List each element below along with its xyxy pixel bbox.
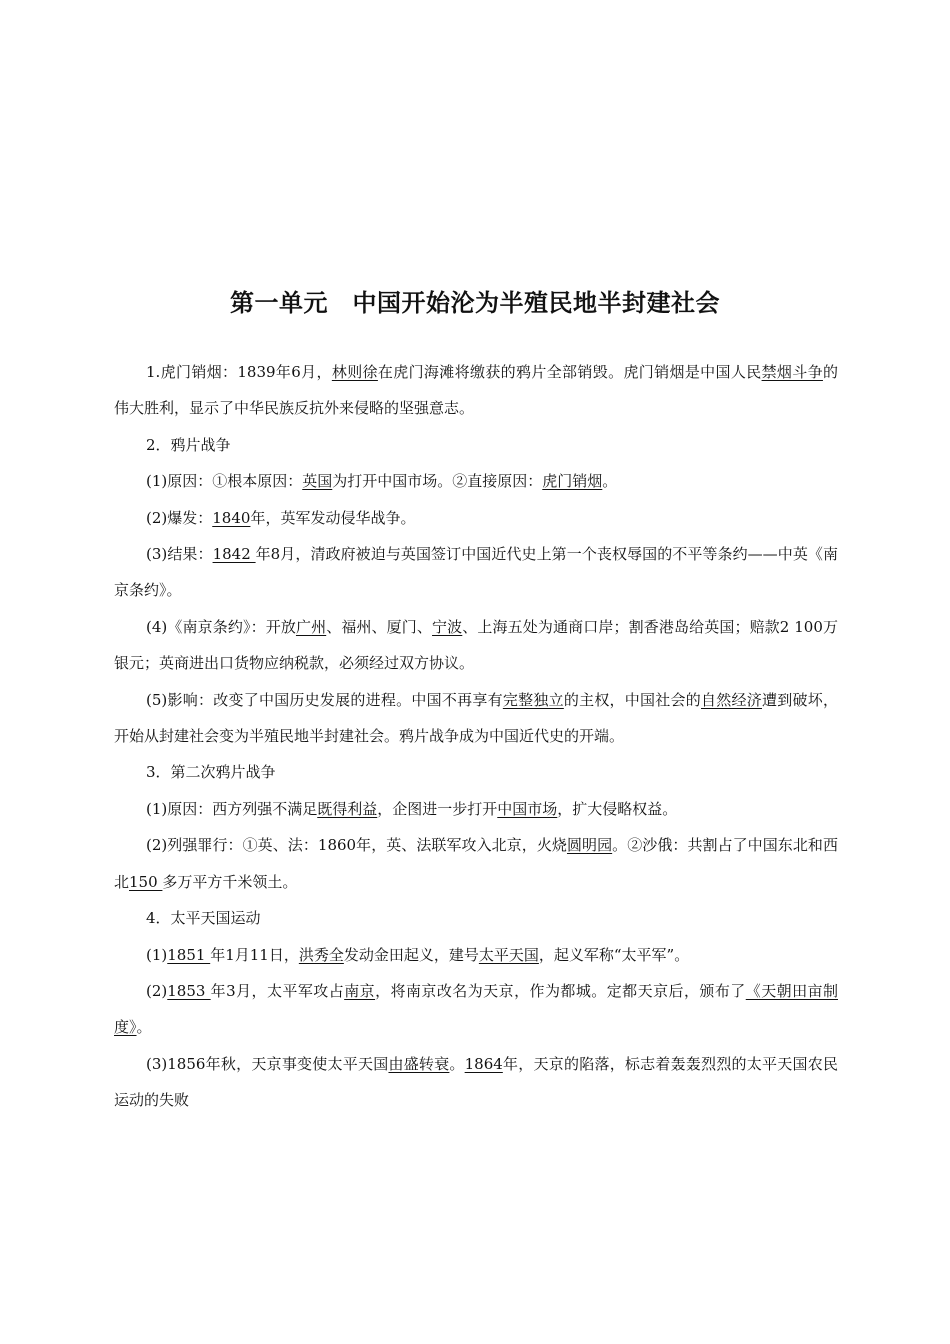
underlined-answer: 1840 — [212, 508, 251, 527]
paragraph-14 — [114, 1046, 838, 1119]
underlined-answer: 1853 — [167, 981, 211, 1000]
text-segment: (1)原因：①根本原因： — [146, 472, 303, 491]
page-title: 第一单元 中国开始沦为半殖民地半封建社会 — [230, 289, 720, 317]
paragraph-6 — [114, 609, 838, 682]
underlined-answer: 洪秀全 — [298, 945, 344, 964]
underlined-answer: 1864 — [464, 1054, 503, 1073]
text-segment: 、福州、厦门、 — [326, 617, 433, 636]
paragraph-11 — [114, 900, 838, 936]
text-segment: 为打开中国市场。②直接原因： — [332, 472, 543, 491]
underlined-answer: 1851 — [167, 945, 211, 964]
underlined-answer: 由盛转衰 — [388, 1054, 450, 1073]
underlined-answer: 圆明园 — [566, 836, 613, 855]
underlined-answer: 中国市场 — [497, 799, 558, 818]
text-segment: 4．太平天国运动 — [146, 909, 261, 928]
text-segment: 。 — [602, 472, 618, 491]
text-segment: 3．第二次鸦片战争 — [146, 763, 276, 782]
paragraph-10 — [114, 827, 838, 900]
paragraph-3 — [114, 463, 838, 499]
underlined-answer: 太平天国 — [478, 945, 539, 964]
underlined-answer: 林则徐 — [331, 363, 378, 381]
text-segment: 年1月11日， — [210, 945, 299, 964]
underlined-answer: 《天朝田亩制度》 — [114, 981, 838, 1037]
text-segment: (1)原因：西方列强不满足 — [146, 799, 318, 818]
paragraph-7 — [114, 682, 838, 755]
text-segment: 年8月，清政府被迫与英国签订中国近代史上第一个丧权辱国的不平等条约——中英《南京条约》。 — [114, 545, 838, 600]
text-segment: (3)1856年秋，天京事变使太平天国 — [146, 1054, 389, 1073]
underlined-answer: 虎门销烟 — [542, 472, 603, 491]
text-segment: ，企图进一步打开 — [377, 799, 498, 818]
text-segment: 年，天京的陷落，标志着轰轰烈烈的太平天国农民运动的失败 — [114, 1054, 838, 1110]
text-segment: 2．鸦片战争 — [146, 435, 231, 454]
underlined-answer: 1842 — [212, 545, 256, 564]
text-segment: (2)列强罪行：①英、法：1860年，英、法联军攻入北京，火烧 — [146, 836, 567, 855]
text-segment: 遭到破坏，开始从封建社会变为半殖民地半封建社会。鸦片战争成为中国近代史的开端。 — [114, 690, 838, 746]
text-segment: 。②沙俄：共割占了中国东北和西北 — [114, 836, 838, 891]
paragraph-4 — [114, 500, 838, 536]
text-segment: 的伟大胜利，显示了中华民族反抗外来侵略的坚强意志。 — [114, 363, 838, 418]
text-segment: ，将南京改名为天京，作为都城。定都天京后，颁布了 — [375, 981, 746, 1000]
underlined-answer: 宁波 — [432, 617, 463, 636]
text-segment: 的主权，中国社会的 — [563, 690, 702, 709]
text-segment: 发动金田起义，建号 — [343, 945, 479, 964]
underlined-answer: 完整独立 — [502, 690, 564, 709]
underlined-answer: 150 — [129, 872, 163, 891]
text-segment: 。 — [136, 1018, 152, 1037]
text-segment: 在虎门海滩将缴获的鸦片全部销毁。虎门销烟是中国人民 — [377, 363, 762, 381]
document-body — [114, 354, 838, 1119]
paragraph-9 — [114, 791, 838, 827]
text-segment: 多万平方千米领土。 — [162, 872, 298, 891]
text-segment: (5)影响：改变了中国历史发展的进程。中国不再享有 — [146, 690, 503, 709]
text-segment: (2)爆发： — [146, 508, 213, 527]
paragraph-1 — [114, 354, 838, 427]
text-segment: (2) — [146, 981, 168, 1000]
paragraph-2 — [114, 427, 838, 463]
underlined-answer: 南京 — [344, 981, 376, 1000]
paragraph-5 — [114, 536, 838, 609]
text-segment: 年，英军发动侵华战争。 — [250, 508, 416, 527]
underlined-answer: 既得利益 — [317, 799, 378, 818]
underlined-answer: 禁烟斗争 — [761, 363, 823, 381]
text-segment: (4)《南京条约》：开放 — [146, 617, 296, 636]
underlined-answer: 自然经济 — [701, 690, 762, 709]
paragraph-12 — [114, 937, 838, 973]
text-segment: (3)结果： — [146, 545, 213, 564]
paragraph-8 — [114, 754, 838, 790]
text-segment: 、上海五处为通商口岸；割香港岛给英国；赔款2 100万银元；英商进出口货物应纳税款，必须经过双方协议。 — [114, 617, 838, 673]
paragraph-13 — [114, 973, 838, 1046]
text-segment: ，起义军称“太平军”。 — [538, 945, 690, 964]
text-segment: 年3月，太平军攻占 — [210, 981, 345, 1000]
text-segment: 。 — [449, 1054, 465, 1073]
text-segment: 1.虎门销烟：1839年6月， — [146, 363, 332, 381]
text-segment: ，扩大侵略权益。 — [557, 799, 678, 818]
underlined-answer: 广州 — [295, 617, 327, 636]
underlined-answer: 英国 — [302, 472, 333, 491]
text-segment: (1) — [146, 945, 168, 964]
